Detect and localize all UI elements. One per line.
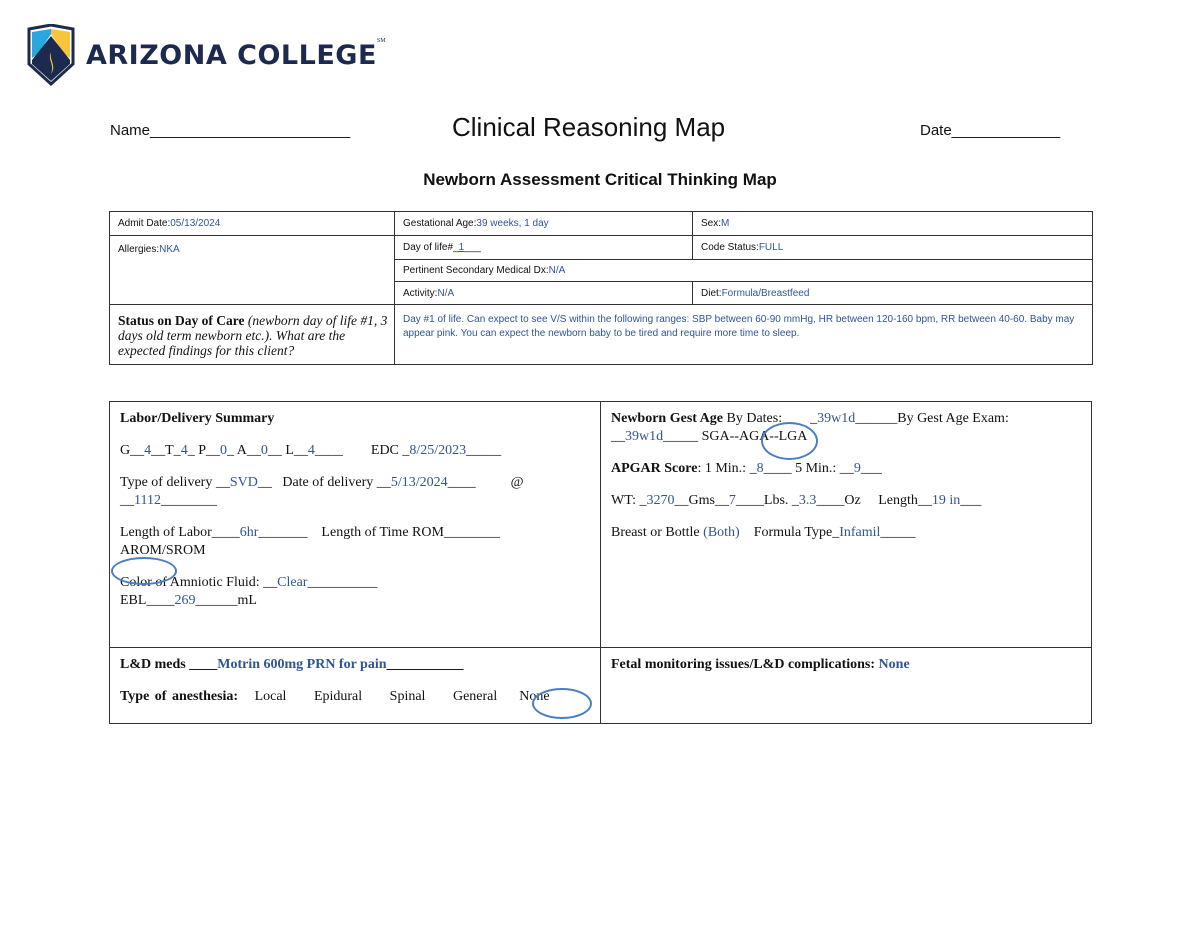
delivery-type-value: SVD (229, 475, 258, 490)
status-label: Status on Day of Care (118, 313, 248, 328)
rom-selection-circle (111, 557, 177, 585)
meds-label: L&D meds ____ (120, 657, 218, 672)
allergies-cell (109, 235, 395, 305)
fluid-row: Color of Amniotic Fluid: __Clear__________ EBL____269______mL (120, 575, 378, 608)
delivery-time-value: 1112 (134, 493, 161, 508)
sex-cell (692, 211, 1093, 236)
g-value: 4 (144, 443, 152, 458)
status-prompt: (newborn day of life #1, 3 days old term newborn etc.). What are the expected findings for this client? (118, 313, 388, 358)
gtpal-row: G__4__T_4_ P__0_ A__0__ L__4____ EDC _8/25/2023_____ (120, 443, 502, 458)
by-dates-value: 39w1d (817, 411, 856, 426)
allergies-value: NKA (159, 244, 180, 255)
fetal-monitoring-section (600, 647, 1092, 724)
anesthesia-general: General (452, 689, 498, 704)
name-field[interactable]: Name________________________ (110, 122, 351, 139)
dol-value: 1 (458, 242, 465, 253)
labor-delivery-summary (109, 401, 601, 648)
admit-label: Admit Date: (118, 218, 171, 229)
by-exam-value: 39w1d (625, 429, 664, 444)
labor-title: Labor/Delivery Summary (120, 411, 275, 426)
newborn-gest-age-section: Newborn Gest Age By Dates: _39w1d______By Gest Age Exam: __39w1d_____ SGA--AGA--LGA APGAR Score: 1 Min.: _8____ 5 Min.: __9___ WT: _3270__Gms__7____Lbs. _3.3____Oz Length__19 in___ Breast or Bottle (Both) Formula Type_Infamil_____ (600, 401, 1092, 648)
map-subtitle: Newborn Assessment Critical Thinking Map (423, 170, 777, 189)
day-of-life-cell (394, 235, 693, 260)
admit-value: 05/13/2024 (170, 218, 221, 229)
labor-length-row: Length of Labor____6hr_______ Length of Time ROM________ AROM/SROM (120, 525, 500, 558)
diet-cell (692, 281, 1093, 305)
activity-label: Activity: (403, 287, 438, 299)
code-label: Code Status: (701, 242, 759, 253)
meds-tail: ___________ (386, 657, 464, 672)
logo-mark: SM (376, 38, 386, 44)
logo-text: ARIZONA COLLEGE (86, 39, 377, 71)
fluid-value: Clear (277, 575, 308, 590)
diet-label: Diet: (701, 287, 722, 299)
t-value: 4 (180, 443, 188, 458)
a-value: 0 (260, 443, 268, 458)
arizona-college-logo (26, 24, 386, 86)
l-value: 4 (307, 443, 315, 458)
secondary-dx-cell (394, 259, 1093, 282)
size-options: SGA--AGA--LGA (701, 429, 808, 444)
gest-label: Gestational Age: (403, 218, 477, 229)
allergies-label: Allergies: (118, 244, 160, 255)
feeding-value: (Both) (703, 525, 740, 540)
anesthesia-label: Type of anesthesia: (120, 689, 239, 704)
dx-value: N/A (548, 265, 566, 276)
status-answer: Day #1 of life. Can expect to see V/S within the following ranges: SBP between 60-90 mmHg, HR between 120-160 bpm, RR between 40-60. Baby may appear pink. You can expect the newborn baby to be tired and require more time to sleep. (403, 314, 1075, 339)
shield-logo-icon (26, 24, 76, 86)
gest-value: 39 weeks, 1 day (476, 218, 549, 229)
delivery-row: Type of delivery __SVD__ Date of delivery __5/13/2024____ @ __1112________ (120, 475, 524, 508)
code-status-cell (692, 235, 1093, 260)
activity-cell (394, 281, 693, 305)
anesthesia-spinal: Spinal (389, 689, 426, 704)
dol-tail: ___ (464, 242, 481, 253)
aga-selection-circle (761, 422, 818, 460)
fetal-label: Fetal monitoring issues/L&D complications: (611, 657, 879, 672)
formula-value: Infamil (839, 525, 881, 540)
newborn-title: Newborn Gest Age (611, 411, 723, 426)
delivery-date-value: 5/13/2024 (390, 475, 448, 490)
fetal-value: None (878, 657, 910, 672)
activity-value: N/A (437, 287, 455, 299)
anesthesia-none: None (519, 689, 550, 704)
weight-lbs-value: 7 (728, 493, 736, 508)
anesthesia-local: Local (254, 689, 287, 704)
ld-meds-section (109, 647, 601, 724)
p-value: 0 (219, 443, 227, 458)
labor-length-value: 6hr (239, 525, 259, 540)
apgar-1min-value: 8 (756, 461, 764, 476)
edc-value: 8/25/2023 (409, 443, 467, 458)
page-title: Clinical Reasoning Map (452, 112, 726, 142)
sex-value: M (721, 218, 730, 229)
ebl-value: 269 (174, 593, 196, 608)
gest-age-cell (394, 211, 693, 236)
anesthesia-epidural: Epidural (313, 689, 363, 704)
code-value: FULL (758, 242, 784, 253)
weight-oz-value: 3.3 (798, 493, 817, 508)
dx-label: Pertinent Secondary Medical Dx: (403, 265, 549, 276)
diet-value: Formula/Breastfeed (721, 287, 810, 299)
admit-date-cell (109, 211, 395, 236)
apgar-5min-value: 9 (853, 461, 861, 476)
sex-label: Sex: (701, 218, 722, 229)
rom-options: AROM/SROM (120, 543, 206, 558)
status-question-cell (109, 304, 395, 365)
anesthesia-selection-circle (532, 688, 592, 719)
status-answer-cell (394, 304, 1093, 365)
length-value: 19 in (931, 493, 961, 508)
dol-label: Day of life#_ (403, 242, 459, 253)
weight-grams-value: 3270 (646, 493, 675, 508)
meds-value: Motrin 600mg PRN for pain (217, 657, 387, 672)
date-field[interactable]: Date_____________ (920, 122, 1061, 139)
